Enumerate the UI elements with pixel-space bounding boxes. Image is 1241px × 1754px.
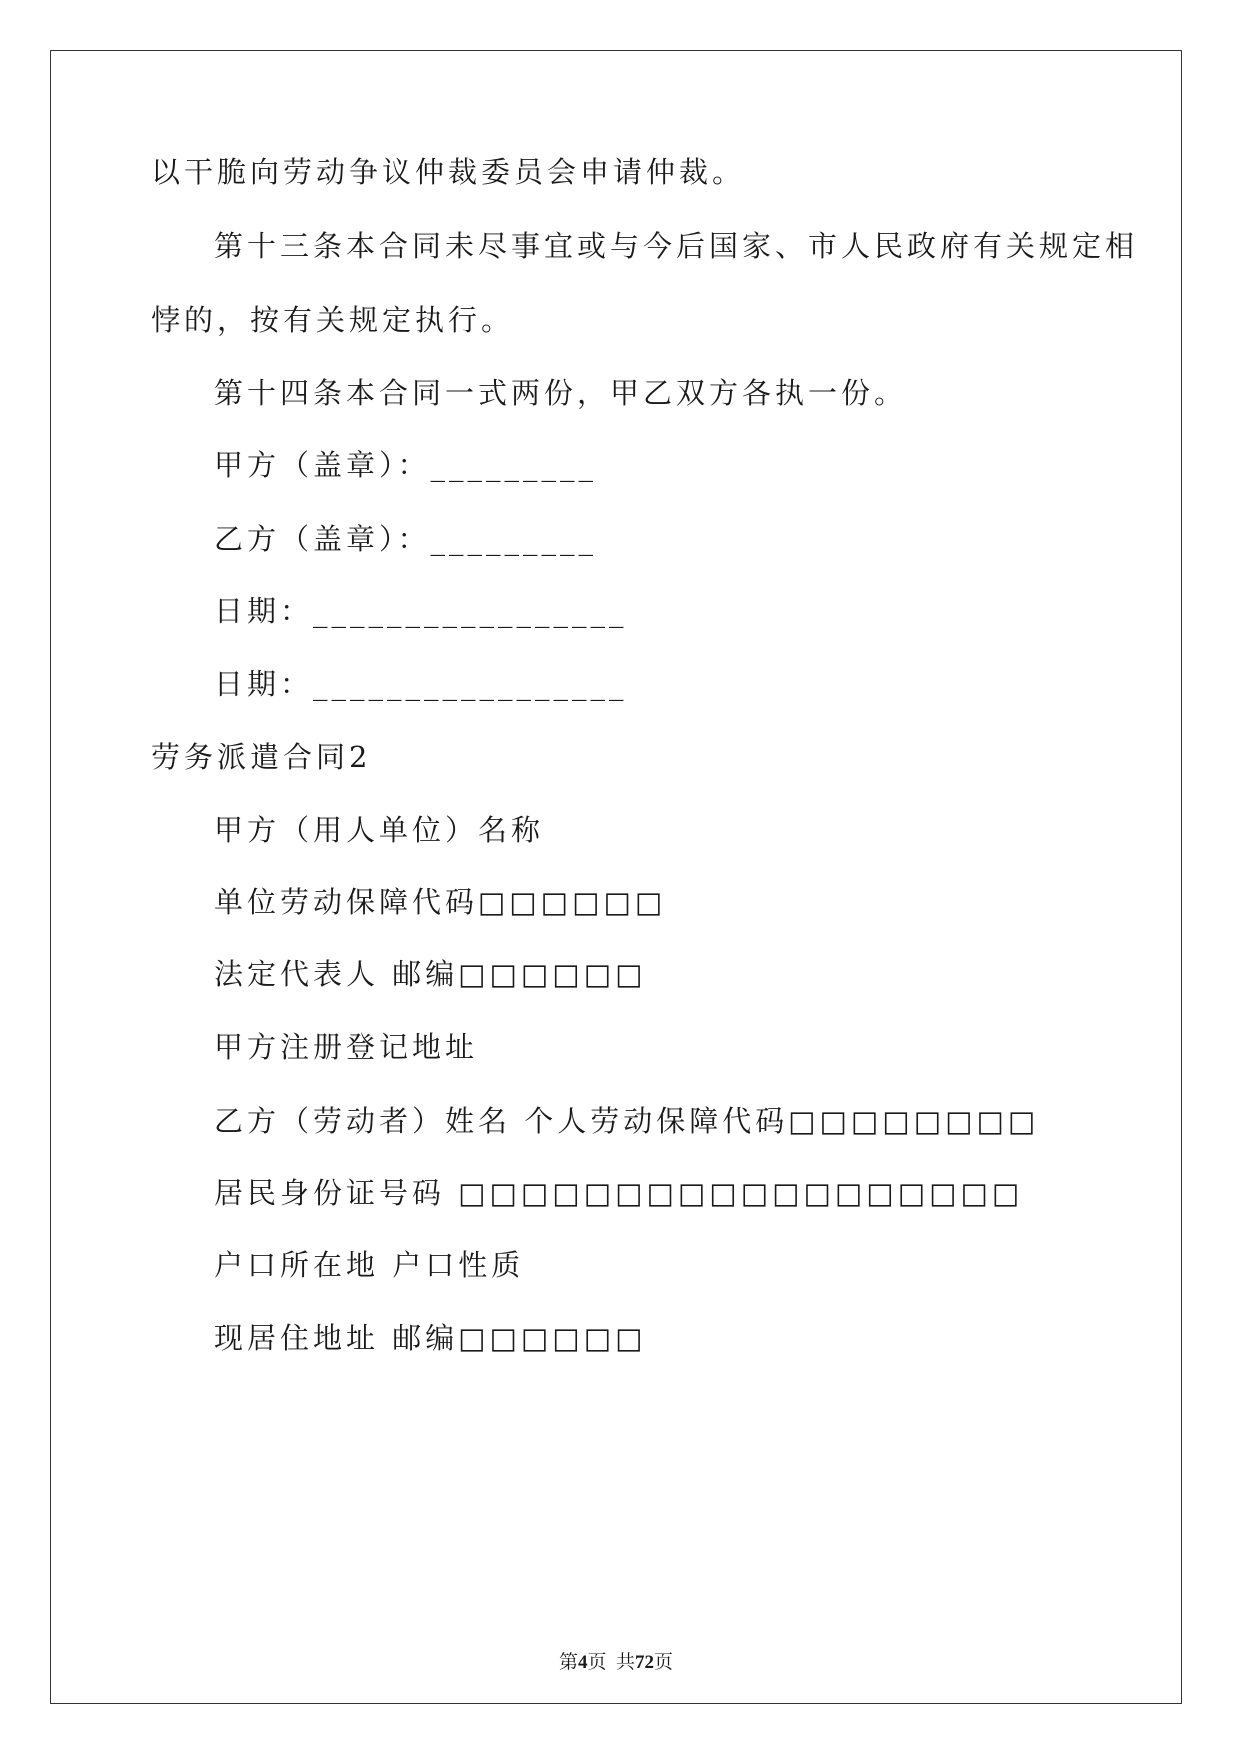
date-line-1: 日期：_________________ xyxy=(214,594,628,628)
body-line: 以干脆向劳动争议仲裁委员会申请仲裁。 xyxy=(151,155,746,189)
page-footer xyxy=(51,1651,1181,1675)
legal-rep-postcode: 法定代表人 邮编□□□□□□ xyxy=(214,957,647,991)
page-frame xyxy=(50,50,1182,1704)
party-b-seal: 乙方（盖章）：_________ xyxy=(214,522,598,556)
footer-suffix: 页 xyxy=(654,1652,674,1673)
party-a-name: 甲方（用人单位）名称 xyxy=(214,813,545,847)
date-line-2: 日期：_________________ xyxy=(214,667,628,701)
article-14: 第十四条本合同一式两份，甲乙双方各执一份。 xyxy=(214,376,908,410)
household-registration: 户口所在地 户口性质 xyxy=(214,1248,525,1282)
footer-page-number: 4 xyxy=(577,1652,588,1673)
footer-total-pages: 72 xyxy=(635,1652,654,1673)
party-b-name: 乙方（劳动者）姓名 个人劳动保障代码□□□□□□□□ xyxy=(214,1104,1040,1138)
party-a-address: 甲方注册登记地址 xyxy=(214,1030,479,1064)
party-a-seal: 甲方（盖章）：_________ xyxy=(214,448,598,482)
article-13-line-2: 悖的，按有关规定执行。 xyxy=(151,303,515,337)
article-13-line-1: 第十三条本合同未尽事宜或与今后国家、市人民政府有关规定相 xyxy=(214,229,1139,263)
footer-middle: 页 共 xyxy=(587,1652,635,1673)
footer-prefix: 第 xyxy=(558,1652,578,1673)
section-title: 劳务派遣合同2 xyxy=(151,740,372,774)
id-number: 居民身份证号码 □□□□□□□□□□□□□□□□□□ xyxy=(214,1176,1024,1210)
unit-labor-code: 单位劳动保障代码□□□□□□ xyxy=(214,885,667,919)
current-address: 现居住地址 邮编□□□□□□ xyxy=(214,1321,647,1355)
